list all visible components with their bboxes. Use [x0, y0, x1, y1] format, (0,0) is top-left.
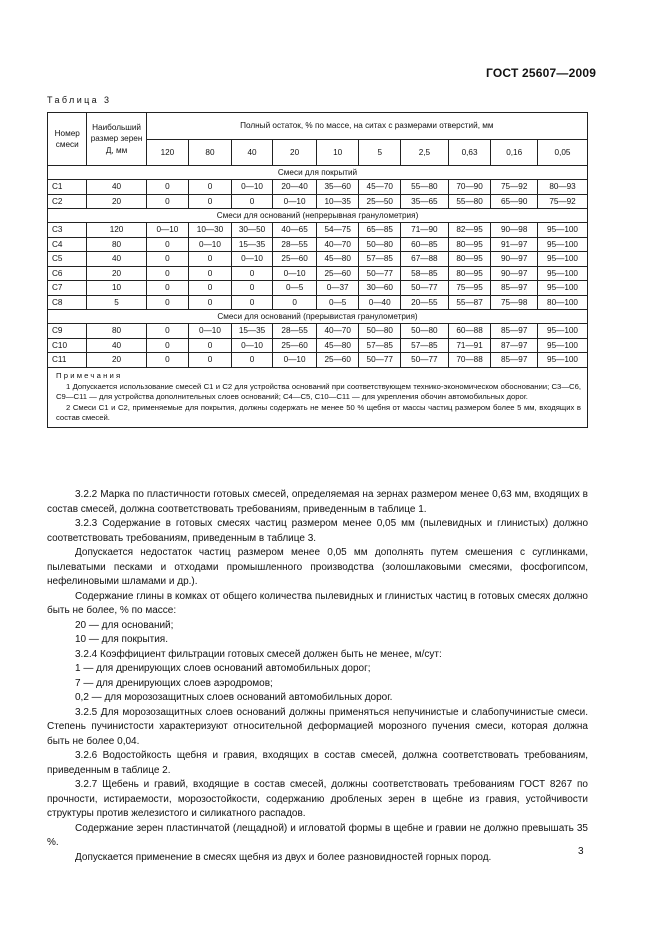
mix-number-cell: С2 — [48, 194, 87, 209]
residue-cell: 50—80 — [359, 324, 401, 339]
residue-cell: 15—35 — [231, 324, 273, 339]
residue-cell: 0—40 — [359, 295, 401, 310]
residue-cell: 0—10 — [273, 194, 317, 209]
residue-cell: 82—95 — [448, 223, 491, 238]
table-row — [48, 180, 588, 195]
section-title: Смеси для оснований (прерывистая гранулометрия) — [48, 310, 588, 324]
table-row — [48, 266, 588, 281]
table-row — [48, 353, 588, 368]
paragraph-3-2-5: 3.2.5 Для морозозащитных слоев оснований должны применяться непучинистые и слабопучинистые смеси. Степень пучинистости характеризуют относительной деформацией морозного пучения смеси, которая должна быть не более 0,04. — [47, 706, 588, 747]
residue-cell: 95—100 — [538, 353, 588, 368]
section-title: Смеси для оснований (непрерывная гранулометрия) — [48, 209, 588, 223]
residue-cell: 50—77 — [359, 266, 401, 281]
list-item: 10 — для покрытия. — [75, 634, 169, 645]
note-2: 2 Смеси С1 и С2, применяемые для покрытия, должны содержать не менее 50 % щебня от массы частиц размером более 5 мм, входящих в состав смесей. — [56, 402, 581, 423]
residue-cell: 0 — [189, 252, 232, 267]
sieve-header-cell: 40 — [231, 140, 273, 166]
residue-cell: 0—10 — [189, 324, 232, 339]
residue-cell: 45—80 — [316, 338, 359, 353]
residue-cell: 95—100 — [538, 252, 588, 267]
residue-cell: 80—95 — [448, 237, 491, 252]
residue-cell: 67—88 — [401, 252, 449, 267]
residue-cell: 95—100 — [538, 338, 588, 353]
residue-cell: 85—97 — [491, 353, 538, 368]
residue-cell: 0 — [231, 194, 273, 209]
residue-cell: 70—88 — [448, 353, 491, 368]
paragraph-3-2-6: 3.2.6 Водостойкость щебня и гравия, входящих в состав смесей, должна соответствовать требованиям, приведенным в таблице 2. — [47, 750, 588, 776]
paragraph-3-2-7: 3.2.7 Щебень и гравий, входящие в состав смесей, должны соответствовать требованиям ГОСТ 8267 по прочности, истираемости, морозостойкости, содержанию дробленых зерен в щебне из гравия, устойчивости структуры против железистого и силикатного распадов. — [47, 779, 588, 819]
page-number: 3 — [578, 846, 584, 857]
mix-number-cell: С4 — [48, 237, 87, 252]
section-row — [48, 310, 588, 324]
header-max-size: Наибольший размер зерен Д, мм — [87, 113, 146, 166]
residue-cell: 85—97 — [491, 281, 538, 296]
list-item: 1 — для дренирующих слоев оснований автомобильных дорог; — [75, 663, 371, 674]
residue-cell: 0 — [146, 324, 189, 339]
residue-cell: 0—10 — [273, 266, 317, 281]
sieve-header-cell: 120 — [146, 140, 189, 166]
header-mix-number: Номер смеси — [48, 113, 87, 166]
notes-title: Примечания — [56, 370, 123, 380]
residue-cell: 0 — [189, 180, 232, 195]
residue-cell: 0 — [146, 194, 189, 209]
residue-cell: 45—80 — [316, 252, 359, 267]
max-size-cell: 40 — [87, 252, 146, 267]
residue-cell: 0 — [146, 281, 189, 296]
residue-cell: 0—5 — [273, 281, 317, 296]
residue-cell: 0 — [146, 237, 189, 252]
residue-cell: 0 — [273, 295, 317, 310]
max-size-cell: 40 — [87, 180, 146, 195]
mix-number-cell: С7 — [48, 281, 87, 296]
paragraph-3-2-4: 3.2.4 Коэффициент фильтрации готовых смесей должен быть не менее, м/сут: — [75, 648, 442, 660]
residue-cell: 75—98 — [491, 295, 538, 310]
residue-cell: 80—95 — [448, 266, 491, 281]
residue-cell: 0—10 — [189, 237, 232, 252]
sieve-header-cell: 0,16 — [491, 140, 538, 166]
residue-cell: 71—90 — [401, 223, 449, 238]
table-row — [48, 194, 588, 209]
residue-cell: 65—90 — [491, 194, 538, 209]
residue-cell: 40—65 — [273, 223, 317, 238]
residue-cell: 0 — [231, 281, 273, 296]
mix-number-cell: С6 — [48, 266, 87, 281]
residue-cell: 55—80 — [401, 180, 449, 195]
mix-number-cell: С8 — [48, 295, 87, 310]
residue-cell: 50—80 — [359, 237, 401, 252]
residue-cell: 75—92 — [538, 194, 588, 209]
residue-cell: 80—93 — [538, 180, 588, 195]
residue-cell: 0—10 — [273, 353, 317, 368]
max-size-cell: 20 — [87, 353, 146, 368]
section-row — [48, 209, 588, 223]
residue-cell: 65—85 — [359, 223, 401, 238]
max-size-cell: 80 — [87, 237, 146, 252]
residue-cell: 0 — [189, 194, 232, 209]
residue-cell: 10—30 — [189, 223, 232, 238]
residue-cell: 25—60 — [316, 353, 359, 368]
residue-cell: 28—55 — [273, 237, 317, 252]
table-notes — [48, 367, 588, 427]
grading-table — [47, 112, 588, 428]
residue-cell: 0 — [146, 338, 189, 353]
sieve-header-cell: 2,5 — [401, 140, 449, 166]
residue-cell: 20—55 — [401, 295, 449, 310]
mix-number-cell: С9 — [48, 324, 87, 339]
residue-cell: 60—85 — [401, 237, 449, 252]
max-size-cell: 120 — [87, 223, 146, 238]
max-size-cell: 10 — [87, 281, 146, 296]
residue-cell: 57—85 — [401, 338, 449, 353]
sieve-header-cell: 5 — [359, 140, 401, 166]
residue-cell: 20—40 — [273, 180, 317, 195]
residue-cell: 0—37 — [316, 281, 359, 296]
table-row — [48, 223, 588, 238]
sieve-header-cell: 20 — [273, 140, 317, 166]
residue-cell: 95—100 — [538, 237, 588, 252]
max-size-cell: 20 — [87, 194, 146, 209]
residue-cell: 0 — [189, 353, 232, 368]
residue-cell: 80—100 — [538, 295, 588, 310]
mix-number-cell: С11 — [48, 353, 87, 368]
residue-cell: 35—65 — [401, 194, 449, 209]
residue-cell: 91—97 — [491, 237, 538, 252]
table-row — [48, 324, 588, 339]
section-row — [48, 166, 588, 180]
max-size-cell: 80 — [87, 324, 146, 339]
residue-cell: 95—100 — [538, 281, 588, 296]
paragraph-3-2-2: 3.2.2 Марка по пластичности готовых смесей, определяемая на зернах размером менее 0,63 мм, входящих в состав смесей, должна соответствовать требованиям, приведенным в таблице 1. — [47, 489, 588, 515]
residue-cell: 55—80 — [448, 194, 491, 209]
sieve-header-cell: 10 — [316, 140, 359, 166]
list-item: 7 — для дренирующих слоев аэродромов; — [75, 677, 273, 689]
residue-cell: 15—35 — [231, 237, 273, 252]
header-residue: Полный остаток, % по массе, на ситах с размерами отверстий, мм — [146, 113, 587, 140]
residue-cell: 50—77 — [401, 353, 449, 368]
residue-cell: 0 — [189, 281, 232, 296]
residue-cell: 0 — [231, 295, 273, 310]
residue-cell: 0 — [231, 266, 273, 281]
mix-number-cell: С10 — [48, 338, 87, 353]
residue-cell: 30—50 — [231, 223, 273, 238]
table-caption: Таблица 3 — [47, 95, 112, 105]
residue-cell: 87—97 — [491, 338, 538, 353]
paragraph: Допускается применение в смесях щебня из двух и более разновидностей горных пород. — [75, 851, 492, 863]
residue-cell: 55—87 — [448, 295, 491, 310]
residue-cell: 0—10 — [146, 223, 189, 238]
table-row — [48, 237, 588, 252]
residue-cell: 0 — [189, 295, 232, 310]
residue-cell: 90—97 — [491, 266, 538, 281]
residue-cell: 0 — [146, 252, 189, 267]
residue-cell: 0 — [231, 353, 273, 368]
residue-cell: 0 — [146, 266, 189, 281]
residue-cell: 75—95 — [448, 281, 491, 296]
sieve-header-cell: 80 — [189, 140, 232, 166]
residue-cell: 25—60 — [273, 338, 317, 353]
residue-cell: 0 — [189, 338, 232, 353]
residue-cell: 30—60 — [359, 281, 401, 296]
body-text — [47, 488, 588, 865]
residue-cell: 50—80 — [401, 324, 449, 339]
residue-cell: 0 — [146, 180, 189, 195]
residue-cell: 45—70 — [359, 180, 401, 195]
list-item: 0,2 — для морозозащитных слоев оснований автомобильных дорог. — [75, 692, 393, 703]
table-row — [48, 281, 588, 296]
residue-cell: 58—85 — [401, 266, 449, 281]
notes-row — [48, 367, 588, 427]
residue-cell: 40—70 — [316, 237, 359, 252]
residue-cell: 80—95 — [448, 252, 491, 267]
sieve-header-cell: 0,05 — [538, 140, 588, 166]
residue-cell: 0—5 — [316, 295, 359, 310]
residue-cell: 70—90 — [448, 180, 491, 195]
sieve-header-cell: 0,63 — [448, 140, 491, 166]
table-row — [48, 295, 588, 310]
paragraph-3-2-3: 3.2.3 Содержание в готовых смесях частиц размером менее 0,05 мм (пылевидных и глинистых) должно соответствовать требованиям, приведенным в таблице 3. — [47, 518, 588, 544]
residue-cell: 57—85 — [359, 338, 401, 353]
residue-cell: 0—10 — [231, 338, 273, 353]
mix-number-cell: С1 — [48, 180, 87, 195]
table-row — [48, 338, 588, 353]
list-item: 20 — для оснований; — [75, 619, 174, 631]
residue-cell: 25—60 — [273, 252, 317, 267]
residue-cell: 75—92 — [491, 180, 538, 195]
residue-cell: 0 — [189, 266, 232, 281]
residue-cell: 57—85 — [359, 252, 401, 267]
residue-cell: 95—100 — [538, 266, 588, 281]
residue-cell: 50—77 — [359, 353, 401, 368]
residue-cell: 0 — [146, 295, 189, 310]
residue-cell: 35—60 — [316, 180, 359, 195]
residue-cell: 50—77 — [401, 281, 449, 296]
residue-cell: 28—55 — [273, 324, 317, 339]
mix-number-cell: С3 — [48, 223, 87, 238]
residue-cell: 60—88 — [448, 324, 491, 339]
table-head — [48, 113, 588, 166]
table-body — [48, 166, 588, 428]
residue-cell: 0—10 — [231, 180, 273, 195]
residue-cell: 90—97 — [491, 252, 538, 267]
residue-cell: 85—97 — [491, 324, 538, 339]
paragraph: Содержание зерен пластинчатой (лещадной) и игловатой формы в щебне и гравии не должно превышать 35 %. — [47, 822, 588, 848]
mix-number-cell: С5 — [48, 252, 87, 267]
paragraph: Содержание глины в комках от общего количества пылевидных и глинистых частиц в готовых смесях должно быть не более, % по массе: — [47, 590, 588, 616]
document-header: ГОСТ 25607—2009 — [486, 66, 597, 80]
residue-cell: 95—100 — [538, 324, 588, 339]
paragraph: Допускается недостаток частиц размером менее 0,05 мм дополнять путем смешения с суглинками, пылеватыми песками и отходами промышленного производства (золошлаковыми смесями, фосфогипсом, нефелиновыми шламами и др.). — [47, 547, 588, 587]
max-size-cell: 40 — [87, 338, 146, 353]
section-title: Смеси для покрытий — [48, 166, 588, 180]
residue-cell: 95—100 — [538, 223, 588, 238]
max-size-cell: 20 — [87, 266, 146, 281]
note-1: 1 Допускается использование смесей С1 и С2 для устройства оснований при соответствующем технико-экономическом обосновании; С3—С6, С9—С11 — для устройства дополнительных слоев оснований; С4—С5, С10—С11 — для укрепления обочин автомобильных дорог. — [56, 381, 581, 402]
residue-cell: 71—91 — [448, 338, 491, 353]
residue-cell: 54—75 — [316, 223, 359, 238]
residue-cell: 0—10 — [231, 252, 273, 267]
residue-cell: 10—35 — [316, 194, 359, 209]
residue-cell: 40—70 — [316, 324, 359, 339]
table-row — [48, 252, 588, 267]
residue-cell: 0 — [146, 353, 189, 368]
residue-cell: 90—98 — [491, 223, 538, 238]
residue-cell: 25—50 — [359, 194, 401, 209]
residue-cell: 25—60 — [316, 266, 359, 281]
max-size-cell: 5 — [87, 295, 146, 310]
